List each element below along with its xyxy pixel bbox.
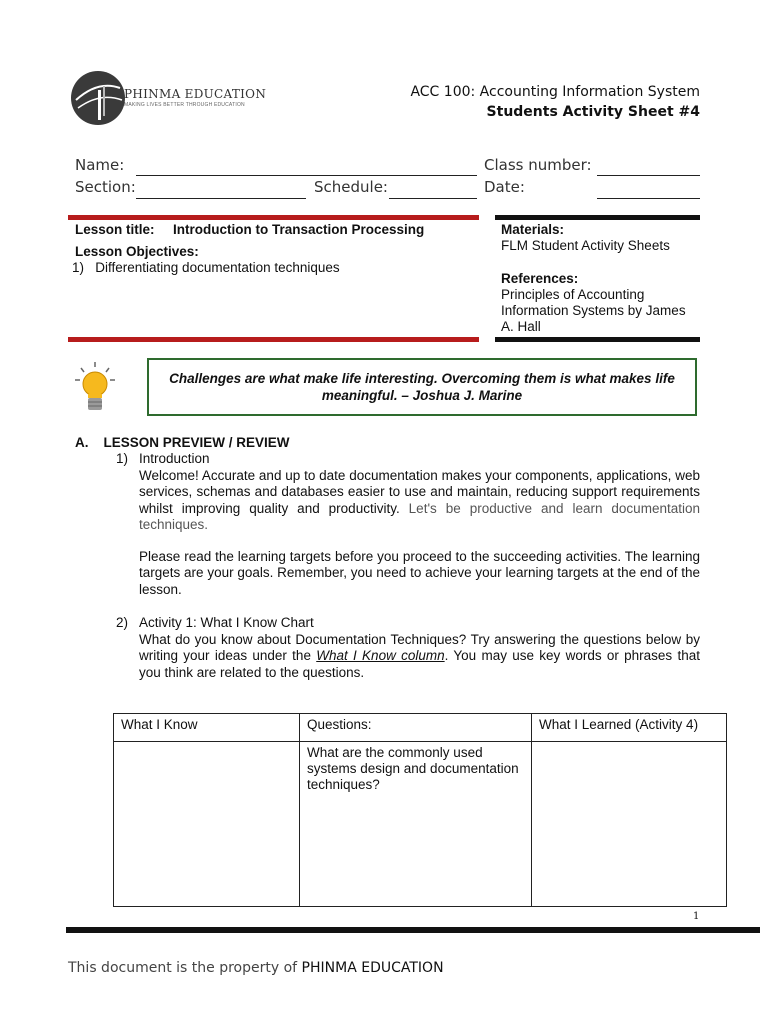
materials-top-divider	[495, 215, 700, 220]
class-number-field[interactable]	[597, 175, 700, 176]
date-label: Date:	[484, 178, 525, 196]
footer-divider	[66, 927, 760, 933]
sheet-title: Students Activity Sheet #4	[486, 104, 700, 120]
question-cell: What are the commonly used systems design and documentation techniques?	[300, 742, 532, 907]
objectives-label: Lesson Objectives:	[75, 244, 199, 259]
course-title: ACC 100: Accounting Information System	[410, 84, 700, 100]
schedule-label: Schedule:	[314, 178, 388, 196]
intro-paragraph-1	[139, 468, 700, 533]
activity-paragraph	[139, 632, 700, 681]
materials-value: FLM Student Activity Sheets	[501, 238, 670, 253]
item-2-number: 2)	[116, 615, 129, 630]
section-field[interactable]	[136, 198, 306, 199]
page-number: 1	[693, 911, 700, 922]
materials-bottom-divider	[495, 337, 700, 342]
item-1-number: 1)	[116, 451, 129, 466]
lesson-top-divider	[68, 215, 479, 220]
table-row	[114, 742, 727, 907]
intro-paragraph-2: Please read the learning targets before you proceed to the succeeding activities. The learning targets are your goals. Remember, you need to achieve your learning targets at the end of the lesson.	[139, 549, 700, 597]
name-label: Name:	[75, 156, 125, 174]
materials-label: Materials:	[501, 222, 565, 237]
what-i-know-cell[interactable]	[114, 742, 300, 907]
references-value: Principles of Accounting Information Systems by James A. Hall	[501, 287, 686, 334]
lesson-bottom-divider	[68, 337, 479, 342]
section-label: Section:	[75, 178, 136, 196]
what-i-know-table	[113, 713, 727, 907]
intro-text-b: Let's be productive and learn documentation techniques.	[139, 500, 700, 532]
header-what-i-know: What I Know	[114, 714, 300, 742]
intro-text-a: Welcome! Accurate and up to date documentation makes your components, applications, web services, schemas and databases easier to use and maintain, reducing support requirements whilst improving quality and productivity.	[139, 468, 700, 516]
item-2-title: Activity 1: What I Know Chart	[139, 615, 314, 630]
date-field[interactable]	[597, 198, 700, 199]
quote-text: Challenges are what make life interesting. Overcoming them is what makes life meaningful. – Joshua J. Marine	[169, 371, 675, 403]
table-header-row	[114, 714, 727, 742]
header-questions: Questions:	[300, 714, 532, 742]
what-i-learned-cell[interactable]	[532, 742, 727, 907]
references-label: References:	[501, 271, 579, 286]
lightbulb-icon	[73, 360, 117, 421]
section-a-heading: A. LESSON PREVIEW / REVIEW	[75, 435, 290, 450]
objective-item: 1) Differentiating documentation techniques	[72, 260, 340, 275]
lesson-title-value: Introduction to Transaction Processing	[173, 222, 425, 237]
quote-box	[147, 358, 697, 416]
name-field[interactable]	[136, 175, 477, 176]
lesson-title-label: Lesson title:	[75, 222, 155, 237]
activity-text-a: What do you know about Documentation Techniques? Try answering the questions below by writing your ideas under the	[139, 632, 700, 664]
activity-text-emphasis: What I Know column	[316, 648, 445, 664]
footer-note-prefix: This document is the property of	[68, 960, 298, 976]
schedule-field[interactable]	[389, 198, 477, 199]
item-1-title: Introduction	[139, 451, 210, 466]
footer-note-owner: PHINMA EDUCATION	[301, 960, 444, 976]
activity-text-b: . You may use key words or phrases that you think are related to the questions.	[139, 648, 700, 680]
logo-tagline: MAKING LIVES BETTER THROUGH EDUCATION	[124, 102, 245, 108]
phinma-logo-icon	[70, 70, 126, 126]
footer-note	[68, 960, 444, 976]
logo-name: PHINMA EDUCATION	[124, 87, 267, 101]
header-what-i-learned: What I Learned (Activity 4)	[532, 714, 727, 742]
class-number-label: Class number:	[484, 156, 592, 174]
